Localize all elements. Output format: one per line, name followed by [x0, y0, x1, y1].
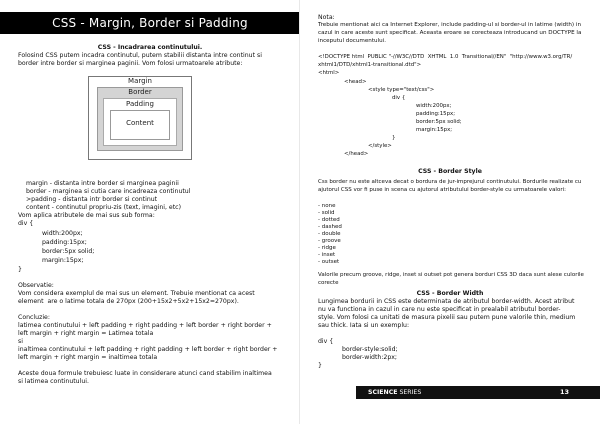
div-open: div { [392, 95, 406, 101]
apply-line: Vom aplica atributele de mai sus sub forma: [18, 212, 155, 219]
css-line: padding:15px; [416, 111, 456, 117]
border-width-line: Lungimea bordurii in CSS este determinata de atributul border-width. Acest atribut [318, 298, 575, 305]
closing-line-2: si latimea continutului. [18, 378, 89, 385]
note-line: Trebuie mentionat aici ca Internet Explorer, include padding-ul si border-ul in latime (width) in [318, 22, 581, 28]
section-heading: CSS - Incadrarea continutului. [97, 44, 203, 51]
intro-line-1: Folosind CSS putem incadra continutul, putem stabilii distanta intre continut si [18, 52, 262, 59]
page-title: CSS - Margin, Border si Padding [52, 16, 248, 30]
note-line: cazul in care aceste sunt specificat. Aceasta eroare se corecteaza introducand un DOCTYPE la [318, 30, 582, 36]
css-line: border:5px solid; [416, 119, 462, 125]
example-close: } [318, 362, 322, 369]
border-value: - dashed [318, 224, 342, 230]
footer-series-bold: SCIENCE [368, 389, 398, 396]
code-line: padding:15px; [42, 239, 87, 246]
border-style-intro: Css border nu este altceva decat o bordura de jur-imprejurul continutului. Bordurile realizate cu [318, 179, 582, 185]
margin-label: Margin [128, 77, 152, 85]
conclusion-title: Concluzie: [18, 314, 50, 321]
border-style-intro: ajutorul CSS vor fi puse in scena cu ajutorul atributului border-style cu urmatoarele valori: [318, 187, 566, 193]
border-value: - ridge [318, 245, 336, 251]
observation-line-1: Vom considera exemplul de mai sus un element. Trebuie mentionat ca acest [18, 290, 255, 297]
conclusion-line: left margin + right margin = inaltimea totala [18, 354, 158, 361]
border-width-line: style. Vom folosi ca unitati de masura pixelii sau putem pune valorile thin, medium [318, 314, 576, 321]
example-line: border-width:2px; [342, 354, 398, 361]
conclusion-line: latimea continutului + left padding + right padding + left border + right border + [18, 322, 272, 329]
observation-line-2: element are o latime totala de 270px (200+15x2+5x2+15x2=270px). [18, 298, 239, 305]
content-label: Content [126, 119, 154, 127]
attr-margin: margin - distanta intre border si marginea paginii [26, 180, 179, 187]
head-open: <head> [344, 79, 367, 85]
page-number: 13 [560, 388, 570, 396]
code-line: margin:15px; [42, 257, 84, 264]
border-width-heading: CSS - Border Width [416, 290, 484, 297]
doctype-line: <html> [318, 70, 340, 76]
attr-border: border - marginea si cutia care incadreaza continutul [26, 188, 191, 195]
code-line: width:200px; [42, 230, 83, 237]
footer-series [368, 386, 421, 399]
closing-line-1: Aceste doua formule trebuiesc luate in considerare atunci cand stabilim inaltimea [18, 370, 272, 377]
css-line: margin:15px; [416, 127, 453, 133]
example-line: border-style:solid; [342, 346, 398, 353]
border-width-line: nu va functiona in cazul in care nu este specificat in prealabil atributul border- [318, 306, 561, 313]
conclusion-line: si [18, 338, 23, 345]
border-value: - outset [318, 259, 340, 265]
code-close: } [18, 266, 22, 273]
code-open: div { [18, 220, 34, 227]
code-line: border:5px solid; [42, 248, 95, 255]
border-value: - inset [318, 252, 336, 258]
right-page [300, 0, 600, 424]
padding-label: Padding [126, 100, 154, 108]
footer-series-rest: SERIES [397, 389, 422, 396]
observation-title: Observatie: [18, 282, 54, 289]
border-style-heading: CSS - Border Style [418, 168, 482, 175]
border-values-note: Valorile precum groove, ridge, inset si outset pot genera borduri CSS 3D daca sunt alese culorile [318, 272, 584, 278]
doctype-line: xhtml1/DTD/xhtml1-transitional.dtd"> [318, 62, 422, 68]
border-value: - double [318, 231, 341, 237]
style-close: </style> [368, 143, 392, 149]
border-values-note: corecte [318, 280, 339, 286]
css-line: width:200px; [416, 103, 452, 109]
border-value: - solid [318, 210, 335, 216]
intro-line-2: border intre border si marginea paginii. Vom folosi urmatoarele atribute: [18, 60, 243, 67]
attr-content: content - continutul propriu-zis (text, imagini, etc) [26, 204, 181, 211]
example-open: div { [318, 338, 334, 345]
border-width-line: sau thick. Iata si un exemplu: [318, 322, 410, 329]
div-close: } [392, 135, 396, 141]
style-open: <style type="text/css"> [368, 87, 435, 93]
border-value: - groove [318, 238, 341, 244]
conclusion-line: left margin + right margin = Latimea totala [18, 330, 154, 337]
note-title: Nota: [318, 14, 335, 21]
border-label: Border [128, 88, 152, 96]
border-value: - dotted [318, 217, 340, 223]
border-value: - none [318, 203, 336, 209]
head-close: </head> [344, 151, 369, 157]
attr-padding: >padding - distanta intr border si continut [26, 196, 158, 203]
note-line: inceputul documentului. [318, 38, 386, 44]
conclusion-line: inaltimea continutului + left padding + right padding + left border + right border + [18, 346, 278, 353]
doctype-line: <!DOCTYPE html PUBLIC "-//W3C//DTD XHTML 1.0 Transitional//EN" "http://www.w3.org/TR/ [318, 54, 573, 60]
